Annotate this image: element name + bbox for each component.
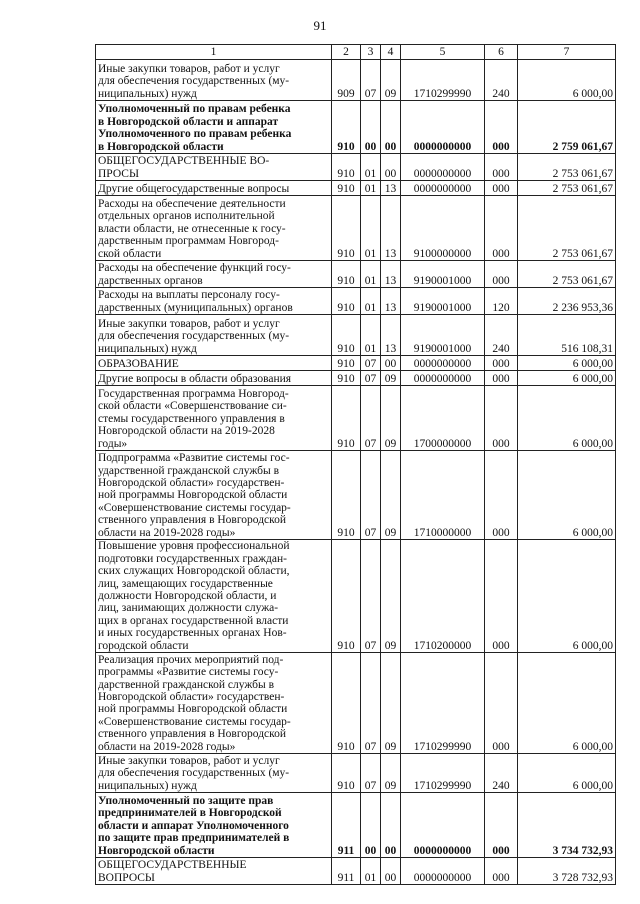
column-header: 6 [485, 45, 518, 60]
row-target-code: 0000000000 [401, 154, 485, 181]
row-target-code: 0000000000 [401, 371, 485, 386]
row-section-code: 00 [361, 793, 381, 858]
row-amount: 516 108,31 [518, 315, 616, 356]
row-expense-type: 000 [485, 196, 518, 261]
row-section-code: 07 [361, 356, 381, 371]
row-subsection-code: 00 [381, 154, 401, 181]
column-header: 7 [518, 45, 616, 60]
row-amount: 6 000,00 [518, 60, 616, 101]
row-description: Расходы на обеспечение деятельности отдельных органов исполнительной власти области, не отнесенные к госу- дарственным программам Новгород- ской области [96, 196, 332, 261]
column-header: 3 [361, 45, 381, 60]
row-description: ОБЩЕГОСУДАРСТВЕННЫЕ ВО- ПРОСЫ [96, 154, 332, 181]
row-target-code: 1710200000 [401, 540, 485, 653]
row-subsection-code: 13 [381, 181, 401, 196]
row-expense-type: 000 [485, 356, 518, 371]
row-expense-type: 000 [485, 858, 518, 885]
row-amount: 2 236 953,36 [518, 288, 616, 315]
row-target-code: 1710299990 [401, 60, 485, 101]
row-section-code: 07 [361, 60, 381, 101]
row-amount: 3 734 732,93 [518, 793, 616, 858]
column-header: 2 [332, 45, 361, 60]
row-section-code: 07 [361, 371, 381, 386]
row-expense-type: 000 [485, 181, 518, 196]
row-subsection-code: 09 [381, 540, 401, 653]
table-row [96, 101, 616, 154]
row-amount: 6 000,00 [518, 653, 616, 754]
row-amount: 2 759 061,67 [518, 101, 616, 154]
row-amount: 6 000,00 [518, 356, 616, 371]
table-row [96, 261, 616, 288]
row-target-code: 1710000000 [401, 451, 485, 540]
row-subsection-code: 13 [381, 315, 401, 356]
row-amount: 2 753 061,67 [518, 261, 616, 288]
row-amount: 2 753 061,67 [518, 154, 616, 181]
row-amount: 3 728 732,93 [518, 858, 616, 885]
table-row [96, 653, 616, 754]
row-subsection-code: 09 [381, 451, 401, 540]
row-description: Подпрограмма «Развитие системы гос- ударственной гражданской службы в Новгородской области» государствен- ной программы Новгородской области «Совершенствование системы государ- ственного управления в Новгородской области на 2019-2028 годы» [96, 451, 332, 540]
row-section-code: 01 [361, 288, 381, 315]
table-row [96, 754, 616, 793]
row-expense-type: 000 [485, 371, 518, 386]
row-description: Расходы на выплаты персоналу госу- дарственных (муниципальных) органов [96, 288, 332, 315]
row-amount: 2 753 061,67 [518, 181, 616, 196]
row-description: Уполномоченный по правам ребенка в Новгородской области и аппарат Уполномоченного по правам ребенка в Новгородской области [96, 101, 332, 154]
row-gov-code: 910 [332, 386, 361, 451]
row-subsection-code: 13 [381, 261, 401, 288]
table-row [96, 315, 616, 356]
column-header: 5 [401, 45, 485, 60]
row-section-code: 01 [361, 196, 381, 261]
row-section-code: 07 [361, 653, 381, 754]
budget-table [95, 44, 616, 885]
row-target-code: 9190001000 [401, 288, 485, 315]
row-gov-code: 910 [332, 196, 361, 261]
row-gov-code: 910 [332, 181, 361, 196]
row-gov-code: 910 [332, 451, 361, 540]
row-target-code: 1710299990 [401, 653, 485, 754]
table-row [96, 196, 616, 261]
column-header: 4 [381, 45, 401, 60]
row-description: Повышение уровня профессиональной подготовки государственных граждан- ских служащих Новгородской области, лиц, замещающих государственные должности Новгородской области, и лиц, занимающих должности служа- щих в органах государственной власти и иных государственных органах Нов- городской области [96, 540, 332, 653]
row-subsection-code: 13 [381, 196, 401, 261]
row-description: Другие вопросы в области образования [96, 371, 332, 386]
row-gov-code: 910 [332, 261, 361, 288]
row-amount: 6 000,00 [518, 386, 616, 451]
row-section-code: 00 [361, 101, 381, 154]
row-gov-code: 910 [332, 154, 361, 181]
row-gov-code: 911 [332, 793, 361, 858]
row-subsection-code: 13 [381, 288, 401, 315]
row-section-code: 07 [361, 451, 381, 540]
row-amount: 6 000,00 [518, 451, 616, 540]
row-expense-type: 000 [485, 101, 518, 154]
row-target-code: 1710299990 [401, 754, 485, 793]
row-description: Реализация прочих мероприятий под- программы «Развитие системы госу- дарственной гражданской службы в Новгородской области» государствен- ной программы Новгородской области «Совершенствование системы государ- ственного управления в Новгородской области на 2019-2028 годы» [96, 653, 332, 754]
row-gov-code: 910 [332, 653, 361, 754]
row-expense-type: 120 [485, 288, 518, 315]
table-row [96, 793, 616, 858]
row-section-code: 01 [361, 181, 381, 196]
page-number: 91 [313, 18, 327, 33]
row-subsection-code: 00 [381, 793, 401, 858]
table-row [96, 371, 616, 386]
row-section-code: 01 [361, 858, 381, 885]
row-amount: 6 000,00 [518, 754, 616, 793]
row-description: Другие общегосударственные вопросы [96, 181, 332, 196]
row-description: Уполномоченный по защите прав предпринимателей в Новгородской области и аппарат Уполномоченного по защите прав предпринимателей в Новгородской области [96, 793, 332, 858]
row-gov-code: 910 [332, 288, 361, 315]
row-target-code: 9190001000 [401, 315, 485, 356]
row-section-code: 01 [361, 315, 381, 356]
row-target-code: 0000000000 [401, 181, 485, 196]
row-target-code: 0000000000 [401, 793, 485, 858]
row-expense-type: 240 [485, 60, 518, 101]
row-gov-code: 910 [332, 540, 361, 653]
row-section-code: 01 [361, 261, 381, 288]
row-gov-code: 911 [332, 858, 361, 885]
row-subsection-code: 09 [381, 754, 401, 793]
row-description: ОБРАЗОВАНИЕ [96, 356, 332, 371]
row-expense-type: 000 [485, 653, 518, 754]
table-row [96, 858, 616, 885]
table-row [96, 540, 616, 653]
row-subsection-code: 09 [381, 653, 401, 754]
row-expense-type: 000 [485, 386, 518, 451]
row-target-code: 1700000000 [401, 386, 485, 451]
row-subsection-code: 00 [381, 858, 401, 885]
table-row [96, 288, 616, 315]
row-gov-code: 910 [332, 754, 361, 793]
row-section-code: 01 [361, 154, 381, 181]
row-description: Расходы на обеспечение функций госу- дарственных органов [96, 261, 332, 288]
row-description: Иные закупки товаров, работ и услуг для обеспечения государственных (му- ниципальных) нужд [96, 60, 332, 101]
row-description: Государственная программа Новгород- ской области «Совершенствование си- стемы государственного управления в Новгородской области на 2019-2028 годы» [96, 386, 332, 451]
row-gov-code: 910 [332, 371, 361, 386]
row-amount: 6 000,00 [518, 371, 616, 386]
row-gov-code: 909 [332, 60, 361, 101]
table-row [96, 181, 616, 196]
row-description: Иные закупки товаров, работ и услуг для обеспечения государственных (му- ниципальных) нужд [96, 754, 332, 793]
row-description: Иные закупки товаров, работ и услуг для обеспечения государственных (му- ниципальных) нужд [96, 315, 332, 356]
row-gov-code: 910 [332, 101, 361, 154]
row-subsection-code: 09 [381, 371, 401, 386]
header-row [96, 45, 616, 60]
row-expense-type: 240 [485, 315, 518, 356]
table-row [96, 356, 616, 371]
row-target-code: 0000000000 [401, 356, 485, 371]
table-row [96, 451, 616, 540]
row-expense-type: 000 [485, 793, 518, 858]
row-section-code: 07 [361, 754, 381, 793]
row-section-code: 07 [361, 386, 381, 451]
row-gov-code: 910 [332, 356, 361, 371]
table-row [96, 154, 616, 181]
row-subsection-code: 09 [381, 386, 401, 451]
row-subsection-code: 00 [381, 101, 401, 154]
row-amount: 2 753 061,67 [518, 196, 616, 261]
row-expense-type: 240 [485, 754, 518, 793]
row-section-code: 07 [361, 540, 381, 653]
table-row [96, 60, 616, 101]
row-description: ОБЩЕГОСУДАРСТВЕННЫЕ ВОПРОСЫ [96, 858, 332, 885]
row-expense-type: 000 [485, 540, 518, 653]
row-amount: 6 000,00 [518, 540, 616, 653]
row-target-code: 9190001000 [401, 261, 485, 288]
row-target-code: 0000000000 [401, 101, 485, 154]
row-target-code: 9100000000 [401, 196, 485, 261]
row-expense-type: 000 [485, 154, 518, 181]
row-subsection-code: 09 [381, 60, 401, 101]
row-expense-type: 000 [485, 261, 518, 288]
row-expense-type: 000 [485, 451, 518, 540]
row-subsection-code: 00 [381, 356, 401, 371]
row-gov-code: 910 [332, 315, 361, 356]
row-target-code: 0000000000 [401, 858, 485, 885]
table-row [96, 386, 616, 451]
column-header: 1 [96, 45, 332, 60]
